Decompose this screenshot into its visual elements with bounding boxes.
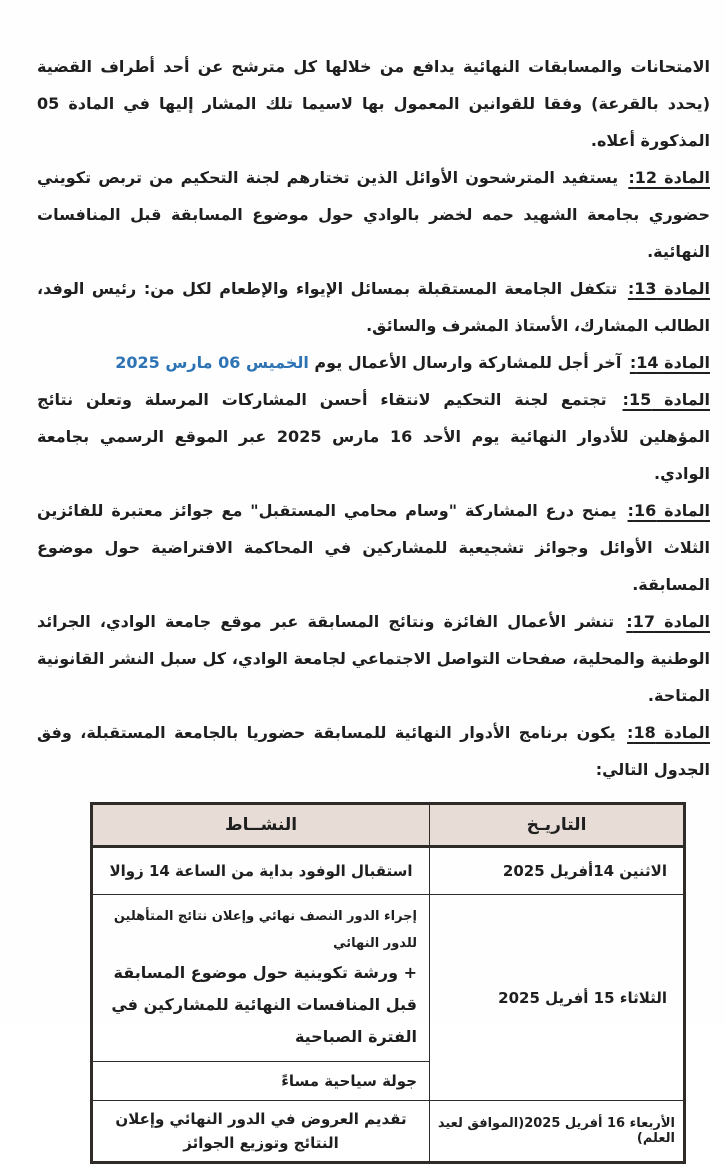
article-16 <box>37 492 710 603</box>
wednesday-activity-cell: تقديم العروض في الدور النهائي وإعلان النتائج وتوزيع الجوائز <box>92 1101 430 1163</box>
tuesday-semifinal-activity: إجراء الدور النصف نهائي وإعلان نتائج المتأهلين للدور النهائي <box>113 909 418 951</box>
intro-paragraph <box>37 48 710 159</box>
table-row-monday <box>92 847 685 895</box>
article-17-body: تنشر الأعمال الفائزة ونتائج المسابقة عبر موقع جامعة الوادي، الجرائد الوطنية والمحلية، صفحات التواصل الاجتماعي لجامعة الوادي، كل سبل النشر القانونية المتاحة. <box>37 612 710 705</box>
article-13-body: تتكفل الجامعة المستقبلة بمسائل الإيواء والإطعام لكل من: رئيس الوفد، الطالب المشارك، الأستاذ المشرف والسائق. <box>37 279 710 335</box>
article-17-label: المادة 17: <box>626 612 711 631</box>
table-row-wednesday <box>92 1101 685 1163</box>
article-16-label: المادة 16: <box>627 501 711 520</box>
article-14-label: المادة 14: <box>629 353 710 372</box>
table-row-tuesday-morning <box>92 895 685 1062</box>
article-15-body: تجتمع لجنة التحكيم لانتقاء أحسن المشاركات المرسلة وتعلن نتائج المؤهلين للأدوار النهائية يوم الأحد 16 مارس 2025 عبر الموقع الرسمي بجامعة الوادي. <box>37 390 711 483</box>
tuesday-morning-activity-cell <box>92 895 430 1062</box>
monday-date-cell: الاثنين 14أفريل 2025 <box>430 847 685 895</box>
article-14 <box>37 344 710 381</box>
article-12 <box>37 159 710 270</box>
article-14-body: آخر أجل للمشاركة وارسال الأعمال يوم <box>308 353 622 372</box>
article-18-body: يكون برنامج الأدوار النهائية للمسابقة حضوريا بالجامعة المستقبلة، وفق الجدول التالي: <box>37 723 710 779</box>
article-14-deadline-date: الخميس 06 مارس 2025 <box>115 353 309 372</box>
article-18 <box>37 714 710 788</box>
article-12-label: المادة 12: <box>628 168 711 187</box>
article-17 <box>37 603 710 714</box>
intro-text: الامتحانات والمسابقات النهائية يدافع من خلالها كل مترشح عن أحد أطراف القضية (يحدد بالقرعة) وفقا للقوانين المعمول بها لاسيما تلك المشار إليها في المادة 05 المذكورة أعلاه. <box>37 57 710 150</box>
tuesday-date-cell: الثلاثاء 15 أفريل 2025 <box>430 895 685 1101</box>
article-15 <box>37 381 710 492</box>
article-15-label: المادة 15: <box>622 390 710 409</box>
monday-activity-cell: استقبال الوفود بداية من الساعة 14 زوالا <box>92 847 430 895</box>
schedule-table <box>90 802 686 1164</box>
tuesday-workshop-activity: + ورشة تكوينية حول موضوع المسابقة قبل المنافسات النهائية للمشاركين في الفترة الصباحية <box>111 963 418 1046</box>
schedule-table-header <box>92 804 685 847</box>
article-13-label: المادة 13: <box>627 279 711 298</box>
article-18-label: المادة 18: <box>627 723 711 742</box>
article-12-body: يستفيد المترشحون الأوائل الذين تختارهم لجنة التحكيم من تربص تكويني حضوري بجامعة الشهيد حمه لخضر بالوادي حول موضوع المسابقة قبل المنافسات النهائية. <box>37 168 710 261</box>
tuesday-evening-activity-cell: جولة سياحية مساءً <box>92 1062 430 1101</box>
article-13 <box>37 270 710 344</box>
table-header-activity: النشــاط <box>92 804 430 847</box>
table-header-row <box>92 804 685 847</box>
wednesday-date-cell: الأربعاء 16 أفريل 2025(الموافق لعيد العلم) <box>430 1101 685 1163</box>
table-header-date: التاريـخ <box>430 804 685 847</box>
article-16-body: يمنح درع المشاركة "وسام محامي المستقبل" مع جوائز معتبرة للفائزين الثلاث الأوائل وجوائز تشجيعية للمشاركين في المحاكمة الافتراضية حول موضوع المسابقة. <box>37 501 710 594</box>
